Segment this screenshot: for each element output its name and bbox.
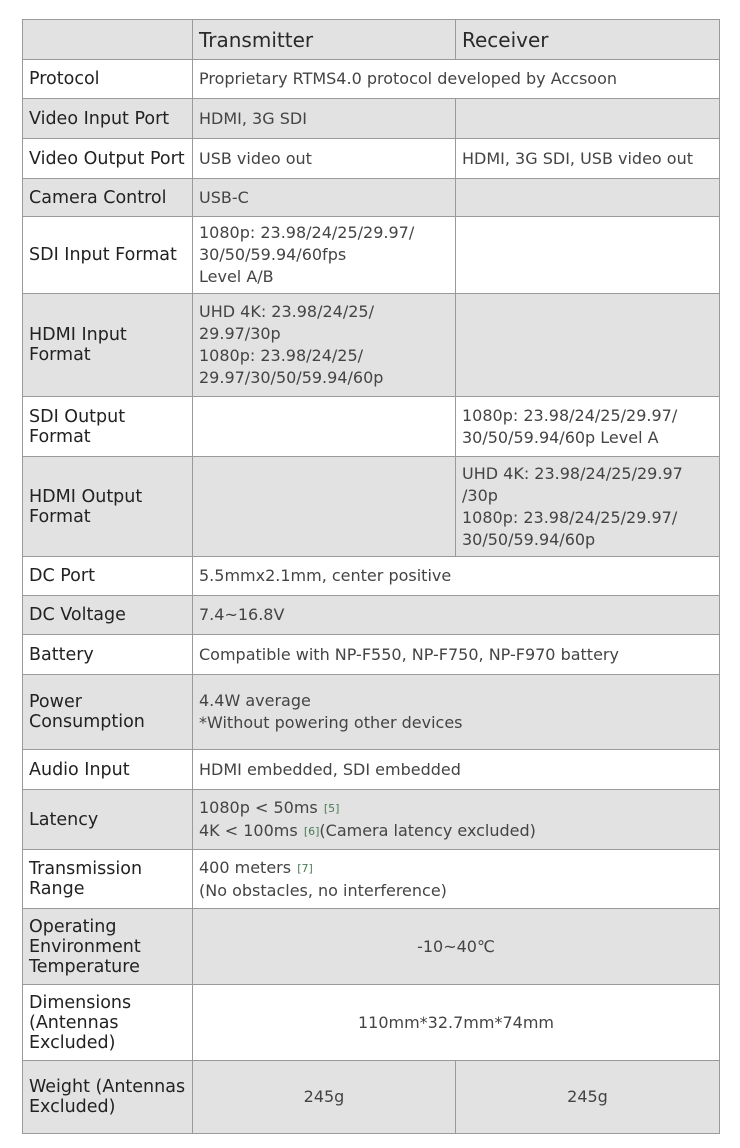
hdmi-input-format-line: UHD 4K: 23.98/24/25/ <box>199 302 374 321</box>
hdmi-output-format-rx <box>456 457 720 557</box>
row-label-power-consumption: Power Consumption <box>23 675 193 750</box>
row-label-dimensions: Dimensions (Antennas Excluded) <box>23 985 193 1061</box>
footnote-ref[interactable]: [5] <box>323 801 340 815</box>
transmission-range-text: 400 meters <box>199 857 292 877</box>
table-row-dimensions <box>23 985 720 1061</box>
hdmi-input-format-tx <box>193 294 456 397</box>
hdmi-output-format-line: /30p <box>462 485 498 505</box>
row-label-protocol: Protocol <box>23 60 193 99</box>
row-label-weight: Weight (Antennas Excluded) <box>23 1061 193 1134</box>
dimensions-value: 110mm*32.7mm*74mm <box>193 985 720 1061</box>
transmitter-column-header: Transmitter <box>193 20 456 60</box>
receiver-column-header: Receiver <box>456 20 720 60</box>
footnote-ref[interactable]: [6] <box>303 824 320 838</box>
row-label-transmission-range: Transmission Range <box>23 850 193 909</box>
row-label-dc-port: DC Port <box>23 557 193 596</box>
header-corner-cell <box>23 20 193 60</box>
row-label-audio-input: Audio Input <box>23 750 193 790</box>
row-label-video-input-port: Video Input Port <box>23 99 193 139</box>
transmission-range-note: (No obstacles, no interference) <box>199 880 447 900</box>
latency-note: (Camera latency excluded) <box>319 820 536 840</box>
weight-tx: 245g <box>193 1061 456 1134</box>
audio-input-value: HDMI embedded, SDI embedded <box>193 750 720 790</box>
power-consumption-value <box>193 675 720 750</box>
camera-control-rx <box>456 179 720 217</box>
table-row-battery <box>23 635 720 675</box>
hdmi-input-format-line: 1080p: 23.98/24/25/ <box>199 346 364 365</box>
video-output-port-tx: USB video out <box>193 139 456 179</box>
sdi-input-format-tx <box>193 217 456 294</box>
table-row-transmission-range <box>23 850 720 909</box>
row-label-sdi-output-format: SDI Output Format <box>23 397 193 457</box>
latency-4k-text: 4K < 100ms <box>199 820 298 840</box>
footnote-ref[interactable]: [7] <box>297 861 313 875</box>
sdi-input-format-line: 1080p: 23.98/24/25/29.97/ <box>199 223 415 242</box>
camera-control-tx: USB-C <box>193 179 456 217</box>
row-label-hdmi-output-format: HDMI Output Format <box>23 457 193 557</box>
latency-line-4k <box>199 820 713 843</box>
sdi-output-format-rx <box>456 397 720 457</box>
table-row-video-output-port <box>23 139 720 179</box>
row-label-battery: Battery <box>23 635 193 675</box>
video-input-port-rx <box>456 99 720 139</box>
video-output-port-rx: HDMI, 3G SDI, USB video out <box>456 139 720 179</box>
table-row-dc-port <box>23 557 720 596</box>
dc-voltage-value: 7.4~16.8V <box>193 596 720 635</box>
power-consumption-line: 4.4W average <box>199 691 311 710</box>
video-input-port-tx: HDMI, 3G SDI <box>193 99 456 139</box>
dc-port-value: 5.5mmx2.1mm, center positive <box>193 557 720 596</box>
hdmi-input-format-line: 29.97/30/50/59.94/60p <box>199 368 384 387</box>
latency-line-1080p <box>199 797 713 820</box>
table-row-power-consumption <box>23 675 720 750</box>
row-label-sdi-input-format: SDI Input Format <box>23 217 193 294</box>
hdmi-output-format-line: 1080p: 23.98/24/25/29.97/ <box>462 507 678 527</box>
sdi-input-format-rx <box>456 217 720 294</box>
specifications-table <box>22 19 720 1134</box>
table-row-hdmi-input-format <box>23 294 720 397</box>
power-consumption-note: *Without powering other devices <box>199 713 463 732</box>
transmission-range-line <box>199 857 713 880</box>
table-row-video-input-port <box>23 99 720 139</box>
row-label-dc-voltage: DC Voltage <box>23 596 193 635</box>
header-row <box>23 20 720 60</box>
table-row-sdi-output-format <box>23 397 720 457</box>
table-row-hdmi-output-format <box>23 457 720 557</box>
latency-value <box>193 790 720 850</box>
table-row-weight <box>23 1061 720 1134</box>
weight-rx: 245g <box>456 1061 720 1134</box>
battery-value: Compatible with NP-F550, NP-F750, NP-F970 battery <box>193 635 720 675</box>
sdi-output-format-line: 30/50/59.94/60p Level A <box>462 427 659 447</box>
table-row-sdi-input-format <box>23 217 720 294</box>
table-row-operating-temperature <box>23 909 720 985</box>
hdmi-input-format-rx <box>456 294 720 397</box>
sdi-input-format-line: 30/50/59.94/60fps <box>199 245 347 264</box>
protocol-value: Proprietary RTMS4.0 protocol developed by Accsoon <box>193 60 720 99</box>
table-row-latency <box>23 790 720 850</box>
table-row-audio-input <box>23 750 720 790</box>
hdmi-input-format-line: 29.97/30p <box>199 324 281 343</box>
row-label-camera-control: Camera Control <box>23 179 193 217</box>
operating-temperature-value: -10~40℃ <box>193 909 720 985</box>
sdi-output-format-line: 1080p: 23.98/24/25/29.97/ <box>462 405 678 425</box>
hdmi-output-format-line: 30/50/59.94/60p <box>462 529 596 549</box>
latency-1080p-text: 1080p < 50ms <box>199 797 318 817</box>
row-label-hdmi-input-format: HDMI Input Format <box>23 294 193 397</box>
transmission-range-value <box>193 850 720 909</box>
hdmi-output-format-tx <box>193 457 456 557</box>
sdi-output-format-tx <box>193 397 456 457</box>
table-row-dc-voltage <box>23 596 720 635</box>
table-row-camera-control <box>23 179 720 217</box>
row-label-latency: Latency <box>23 790 193 850</box>
row-label-video-output-port: Video Output Port <box>23 139 193 179</box>
sdi-input-format-line: Level A/B <box>199 267 274 286</box>
row-label-operating-temperature: Operating Environment Temperature <box>23 909 193 985</box>
table-row-protocol <box>23 60 720 99</box>
hdmi-output-format-line: UHD 4K: 23.98/24/25/29.97 <box>462 463 683 483</box>
